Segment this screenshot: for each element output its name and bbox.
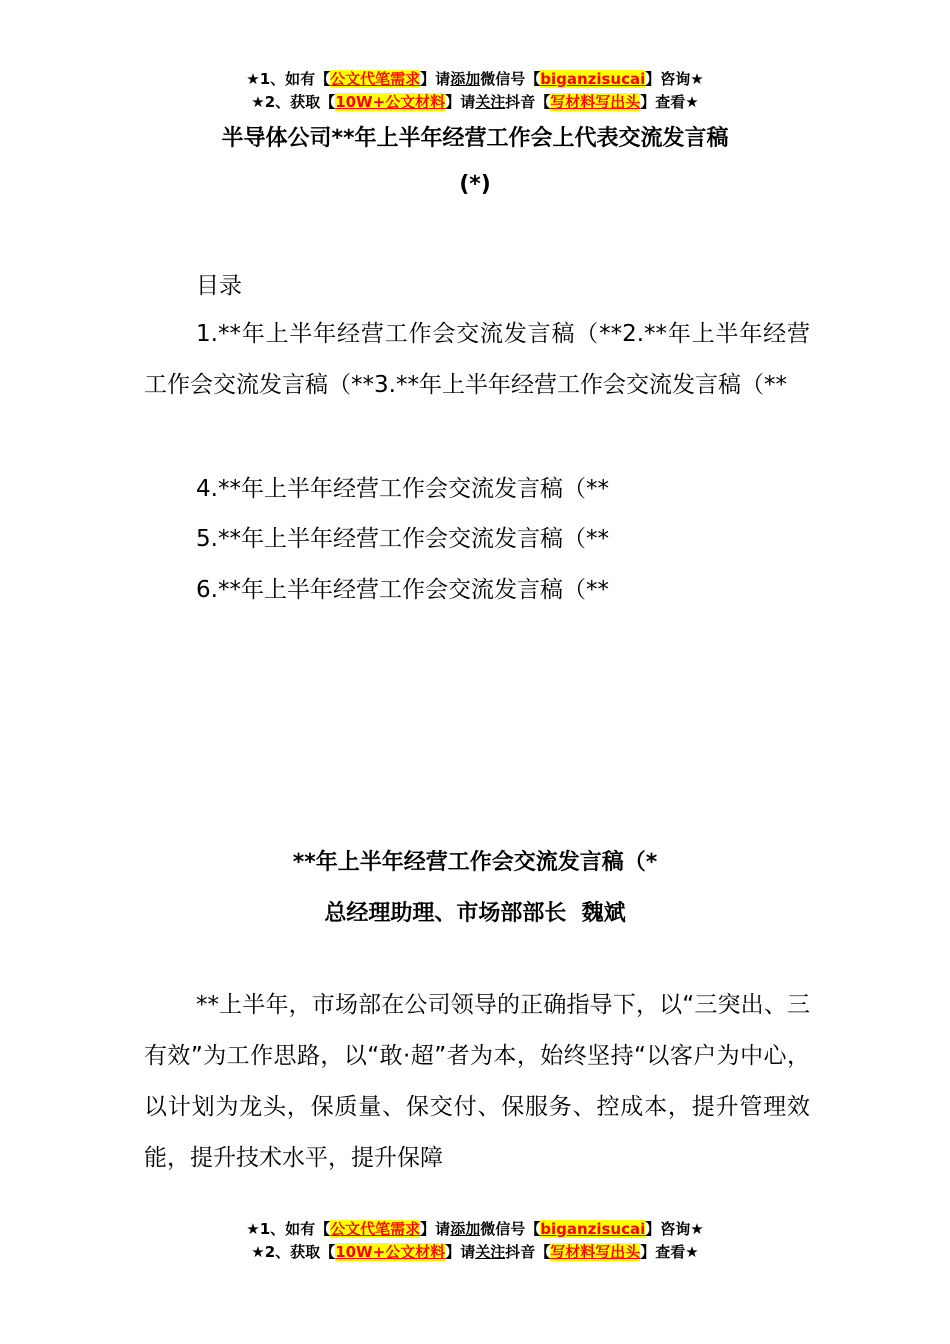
toc-paragraph: 1.**年上半年经营工作会交流发言稿（**2.**年上半年经营工作会交流发言稿（**3.**年上半年经营工作会交流发言稿（** [144,321,810,398]
banner-highlight: 10W+公文材料 [335,1243,446,1261]
banner-highlight: 公文代笔需求 [330,1220,421,1238]
banner-text: 】查看★ [640,93,699,111]
document-title: 半导体公司**年上半年经营工作会上代表交流发言稿 [221,126,729,151]
banner-text: 】请 [445,93,476,111]
banner-line-1 [0,1218,950,1241]
toc-item: 4.**年上半年经营工作会交流发言稿（** [196,476,609,502]
banner-highlight: biganzisucai [540,1220,646,1238]
toc-item: 6.**年上半年经营工作会交流发言稿（** [196,577,609,603]
banner-text: 】请 [420,70,451,88]
banner-text: 】咨询★ [645,1220,704,1238]
bottom-banner [0,1218,950,1264]
body-paragraph: **上半年，市场部在公司领导的正确指导下，以“三突出、三有效”为工作思路，以“敢·超”者为本，始终坚持“以客户为中心，以计划为龙头，保质量、保交付、保服务、控成本，提升管理效能，提升技术水平，提升保障 [144,992,810,1171]
section-author: 总经理助理、市场部部长 魏斌 [324,901,626,926]
banner-line-2 [0,91,950,114]
banner-text: 抖音【 [505,1243,551,1261]
banner-line-2 [0,1241,950,1264]
banner-highlight: biganzisucai [540,70,646,88]
banner-text: 微信号【 [480,70,541,88]
banner-text: 】请 [445,1243,476,1261]
banner-text: ★1、如有【 [246,70,331,88]
banner-text: 抖音【 [505,93,551,111]
banner-line-1 [0,68,950,91]
banner-underlined: 添加 [450,70,481,88]
banner-text: 】查看★ [640,1243,699,1261]
banner-highlight: 写材料写出头 [550,1243,641,1261]
banner-text: ★1、如有【 [246,1220,331,1238]
banner-text: 】咨询★ [645,70,704,88]
banner-text: ★2、获取【 [251,1243,336,1261]
section-title: **年上半年经营工作会交流发言稿（* [292,850,658,875]
banner-highlight: 公文代笔需求 [330,70,421,88]
banner-highlight: 10W+公文材料 [335,93,446,111]
document-title-suffix: (*) [459,172,491,197]
banner-underlined: 关注 [475,93,506,111]
toc-label: 目录 [196,273,242,299]
top-banner [0,68,950,114]
banner-underlined: 添加 [450,1220,481,1238]
banner-underlined: 关注 [475,1243,506,1261]
banner-highlight: 写材料写出头 [550,93,641,111]
banner-text: 】请 [420,1220,451,1238]
toc-item: 5.**年上半年经营工作会交流发言稿（** [196,526,609,552]
banner-text: ★2、获取【 [251,93,336,111]
banner-text: 微信号【 [480,1220,541,1238]
